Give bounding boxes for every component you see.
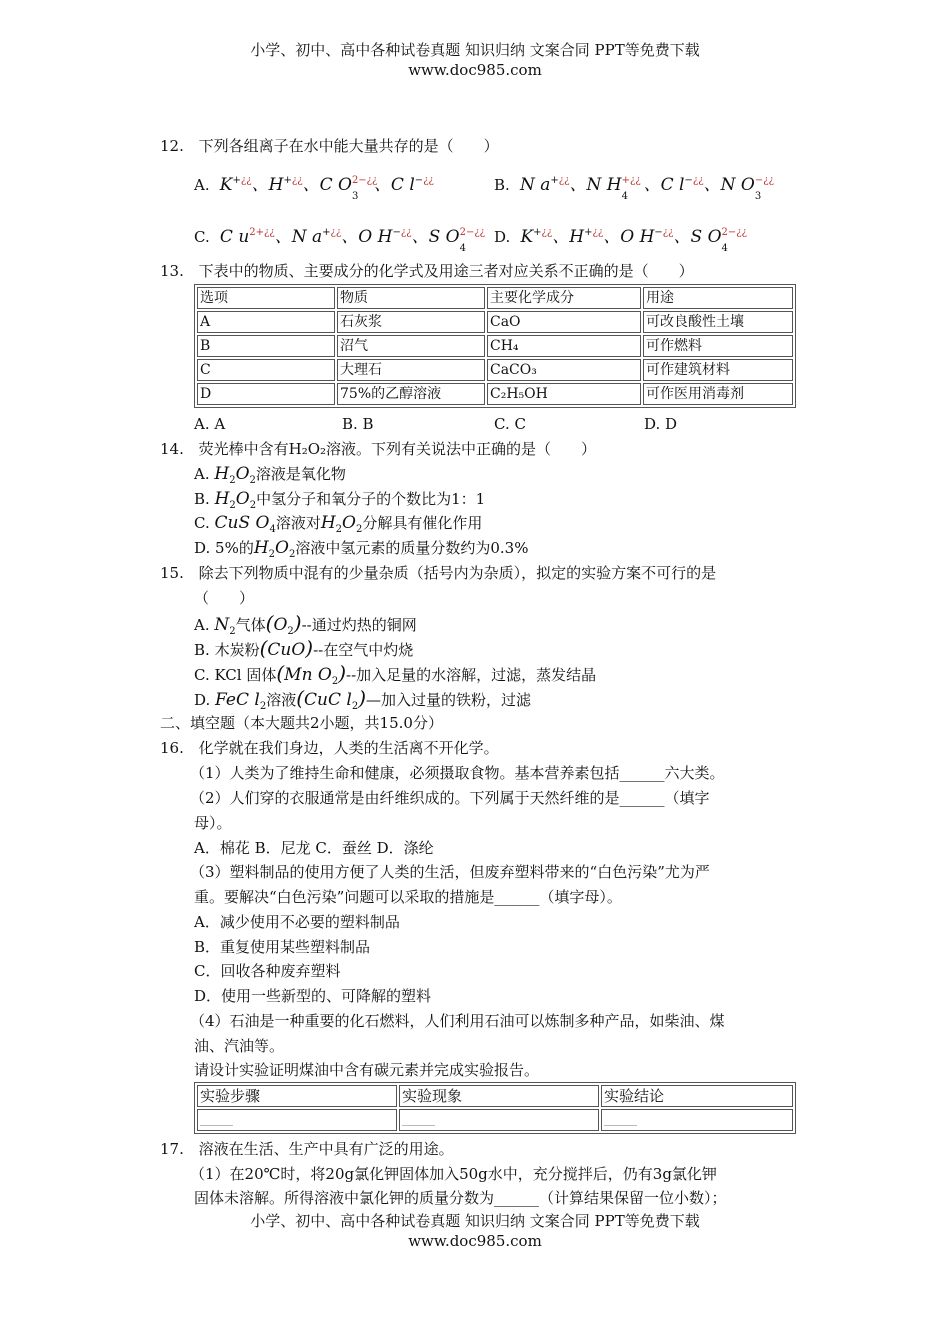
q15-option-c: C. KCl 固体(Mn $O_2)--$加入足量的水溶解，过滤，蒸发结晶 (194, 661, 597, 687)
q13-option-a: A. A (194, 415, 226, 433)
answer-blank[interactable]: ______ (197, 1109, 397, 1131)
q16-part3-option-d: D．使用一些新型的、可降解的塑料 (194, 987, 432, 1005)
q13-table (194, 284, 796, 408)
q12-option-a: A. K+¿¿、H+¿¿、C O 2−¿¿ 3 、C l−¿¿ (194, 175, 434, 202)
q16-part4-instruction: 请设计实验证明煤油中含有碳元素并完成实验报告。 (194, 1061, 540, 1079)
table-header-cell: 实验结论 (601, 1085, 793, 1107)
q16-part3-option-a: A．减少使用不必要的塑料制品 (194, 913, 400, 931)
table-cell: 75%的乙醇溶液 (337, 383, 485, 405)
table-cell: 可作医用消毒剂 (643, 383, 793, 405)
page-footer (0, 1211, 950, 1251)
table-header-cell: 主要化学成分 (487, 287, 641, 309)
q14-option-c: C. CuS $O_4$溶液对$H_2O_2$分解具有催化作用 (194, 513, 483, 535)
q16-part1: （1）人类为了维持生命和健康，必须摄取食物。基本营养素包括______六大类。 (190, 764, 725, 782)
table-header-row (197, 1085, 793, 1107)
q14-option-a: A. $H_2O_2$溶液是氧化物 (194, 464, 346, 486)
section-title: 二、填空题（本大题共2小题，共15.0分） (160, 714, 443, 732)
q12-option-b: B. N a+¿¿、N H +¿¿ 4 、C l−¿¿、N O −¿¿ 3 (494, 175, 774, 202)
table-cell: C₂H₅OH (487, 383, 641, 405)
table-header-cell: 物质 (337, 287, 485, 309)
q12-option-c: C. C $u^{2+¿¿}$、N a+¿¿、O H−¿¿、S O 2−¿¿ 4 (194, 227, 486, 254)
header-line1: 小学、初中、高中各种试卷真题 知识归纳 文案合同 PPT等免费下载 (250, 41, 700, 59)
q15-option-a: A. $N_2$气体$(O_2)--$通过灼热的铜网 (194, 611, 417, 637)
table-header-cell: 选项 (197, 287, 335, 309)
q17-part1: （1）在20℃时，将20g氯化钾固体加入50g水中，充分搅拌后，仍有3g氯化钾 (190, 1165, 717, 1183)
table-header-cell: 用途 (643, 287, 793, 309)
table-row (197, 383, 793, 405)
q14-option-b: B. $H_2O_2$中氢分子和氧分子的个数比为1：1 (194, 489, 486, 511)
q14-option-d: D. 5%的$H_2O_2$溶液中氢元素的质量分数约为0.3% (194, 538, 529, 560)
table-cell: 可作燃料 (643, 335, 793, 357)
table-cell: C (197, 359, 335, 381)
q15-option-d: D. FeC $l_2$溶液(CuC $l_2)—$加入过量的铁粉，过滤 (194, 686, 532, 712)
table-cell: CaCO₃ (487, 359, 641, 381)
table-cell: 大理石 (337, 359, 485, 381)
q13-option-b: B. B (342, 415, 374, 433)
table-row (197, 311, 793, 333)
answer-blank[interactable]: ______ (399, 1109, 599, 1131)
q15-option-b: B. 木炭粉(CuO)--在空气中灼烧 (194, 636, 414, 660)
q14-stem: 14. 荧光棒中含有H₂O₂溶液。下列有关说法中正确的是（ ） (160, 440, 597, 458)
table-cell: A (197, 311, 335, 333)
q16-part4: （4）石油是一种重要的化石燃料，人们利用石油可以炼制多种产品，如柴油、煤 (190, 1012, 725, 1030)
footer-url[interactable]: www.doc985.com (408, 1232, 542, 1250)
q12-stem: 12. 下列各组离子在水中能大量共存的是（ ） (160, 137, 499, 155)
answer-blank[interactable]: ______ (601, 1109, 793, 1131)
q16-part2-options: A．棉花 B．尼龙 C．蚕丝 D．涤纶 (194, 839, 434, 857)
table-cell: B (197, 335, 335, 357)
table-header-cell: 实验步骤 (197, 1085, 397, 1107)
table-header-row (197, 287, 793, 309)
q15-stem: 15. 除去下列物质中混有的少量杂质（括号内为杂质），拟定的实验方案不可行的是 (160, 564, 717, 582)
experiment-table (194, 1082, 796, 1134)
q13-stem: 13. 下表中的物质、主要成分的化学式及用途三者对应关系不正确的是（ ） (160, 262, 694, 280)
q16-part3-option-c: C．回收各种废弃塑料 (194, 962, 341, 980)
footer-line1: 小学、初中、高中各种试卷真题 知识归纳 文案合同 PPT等免费下载 (250, 1212, 700, 1230)
header-url[interactable]: www.doc985.com (408, 61, 542, 79)
table-cell: CaO (487, 311, 641, 333)
table-cell: 可作建筑材料 (643, 359, 793, 381)
table-cell: CH₄ (487, 335, 641, 357)
table-row (197, 359, 793, 381)
table-cell: 石灰浆 (337, 311, 485, 333)
q16-part4-cont: 油、汽油等。 (194, 1037, 285, 1055)
table-cell: 可改良酸性土壤 (643, 311, 793, 333)
table-row (197, 335, 793, 357)
table-cell: D (197, 383, 335, 405)
q16-stem: 16. 化学就在我们身边，人类的生活离不开化学。 (160, 739, 499, 757)
page-header (0, 40, 950, 80)
q16-part2: （2）人们穿的衣服通常是由纤维织成的。下列属于天然纤维的是______（填字 (190, 789, 710, 807)
table-row (197, 1109, 793, 1131)
q17-stem: 17. 溶液在生活、生产中具有广泛的用途。 (160, 1140, 454, 1158)
q12-option-d: D. K+¿¿、H+¿¿、O H−¿¿、S O 2−¿¿ 4 (494, 227, 747, 254)
q15-stem-cont: （ ） (194, 589, 255, 607)
table-cell: 沼气 (337, 335, 485, 357)
q16-part3-option-b: B．重复使用某些塑料制品 (194, 938, 371, 956)
q13-option-d: D. D (644, 415, 678, 433)
table-header-cell: 实验现象 (399, 1085, 599, 1107)
q17-part1-cont: 固体未溶解。所得溶液中氯化钾的质量分数为______（计算结果保留一位小数）； (194, 1189, 727, 1207)
q16-part2-cont: 母）。 (194, 814, 232, 832)
q13-option-c: C. C (494, 415, 526, 433)
q16-part3: （3）塑料制品的使用方便了人类的生活，但废弃塑料带来的“白色污染”尤为严 (190, 863, 710, 881)
q16-part3-cont: 重。要解决“白色污染”问题可以采取的措施是______（填字母）。 (194, 888, 622, 906)
